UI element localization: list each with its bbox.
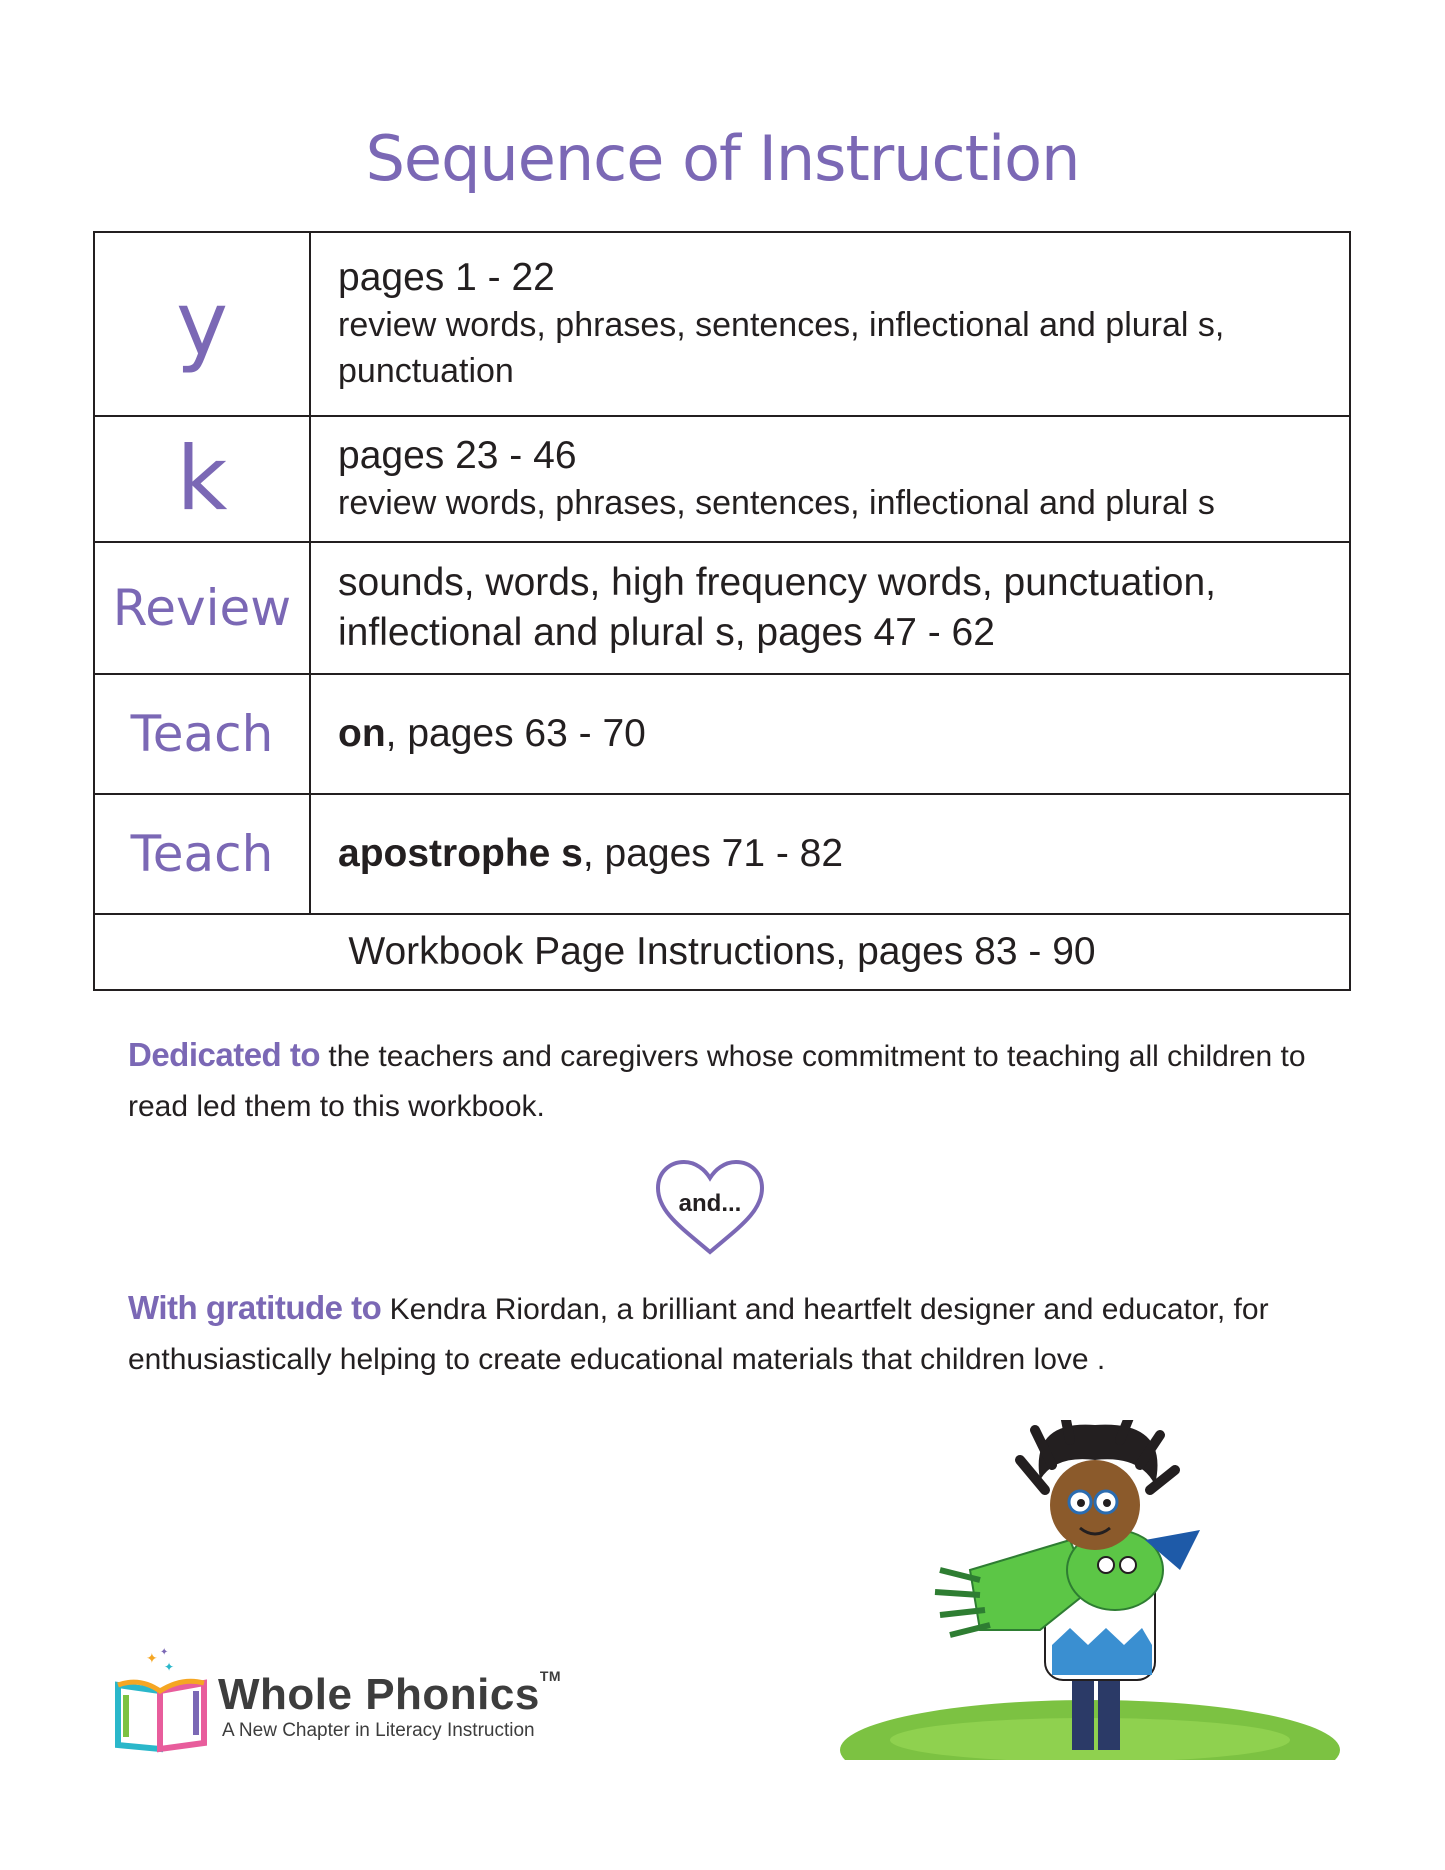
row-bold-term: apostrophe s	[338, 832, 583, 875]
gratitude-lead: With gratitude to	[128, 1289, 382, 1326]
page-title: Sequence of Instruction	[365, 122, 1080, 195]
row-pages: pages 1 - 22	[338, 256, 555, 299]
table-row	[94, 674, 1350, 794]
character-illustration	[840, 1420, 1340, 1760]
row-label: Review	[94, 542, 310, 674]
row-content	[310, 674, 1350, 794]
dedication-paragraph	[128, 1030, 1308, 1132]
book-logo-icon	[112, 1645, 212, 1755]
row-description: review words, phrases, sentences, inflectional and plural s, punctuation	[338, 306, 1225, 390]
table-row	[94, 914, 1350, 990]
logo-title	[218, 1668, 561, 1720]
table-row	[94, 416, 1350, 542]
gratitude-text: Kendra Riordan, a brilliant and heartfelt designer and educator, for enthusiastically helping to create educational materials that children love .	[128, 1293, 1269, 1376]
row-label: y	[94, 232, 310, 416]
table-row	[94, 794, 1350, 914]
heart-text: and...	[678, 1190, 742, 1217]
row-label: Teach	[94, 794, 310, 914]
row-description: review words, phrases, sentences, inflectional and plural s	[338, 484, 1215, 522]
gratitude-paragraph	[128, 1283, 1308, 1385]
row-description: sounds, words, high frequency words, punctuation, inflectional and plural s, pages 47 - 62	[338, 561, 1217, 654]
workbook-instructions-row: Workbook Page Instructions, pages 83 - 90	[94, 914, 1350, 990]
dedication-text: the teachers and caregivers whose commitment to teaching all children to read led them to this workbook.	[128, 1040, 1306, 1123]
sequence-table	[93, 231, 1351, 991]
logo-tagline: A New Chapter in Literacy Instruction	[222, 1720, 535, 1741]
row-content	[310, 416, 1350, 542]
svg-text:✦: ✦	[164, 1660, 175, 1674]
logo-trademark: TM	[539, 1668, 562, 1684]
logo-name: Whole Phonics	[218, 1670, 540, 1719]
row-pages: pages 23 - 46	[338, 434, 577, 477]
row-content	[310, 232, 1350, 416]
row-bold-term: on	[338, 712, 386, 755]
table-row	[94, 232, 1350, 416]
row-pages: , pages 63 - 70	[385, 712, 646, 755]
row-content	[310, 542, 1350, 674]
row-label: k	[94, 416, 310, 542]
row-label: Teach	[94, 674, 310, 794]
table-row	[94, 542, 1350, 674]
row-content	[310, 794, 1350, 914]
svg-text:✦: ✦	[146, 1650, 158, 1666]
svg-text:✦: ✦	[160, 1647, 169, 1658]
row-pages: , pages 71 - 82	[582, 832, 844, 875]
dedication-lead: Dedicated to	[128, 1036, 321, 1073]
